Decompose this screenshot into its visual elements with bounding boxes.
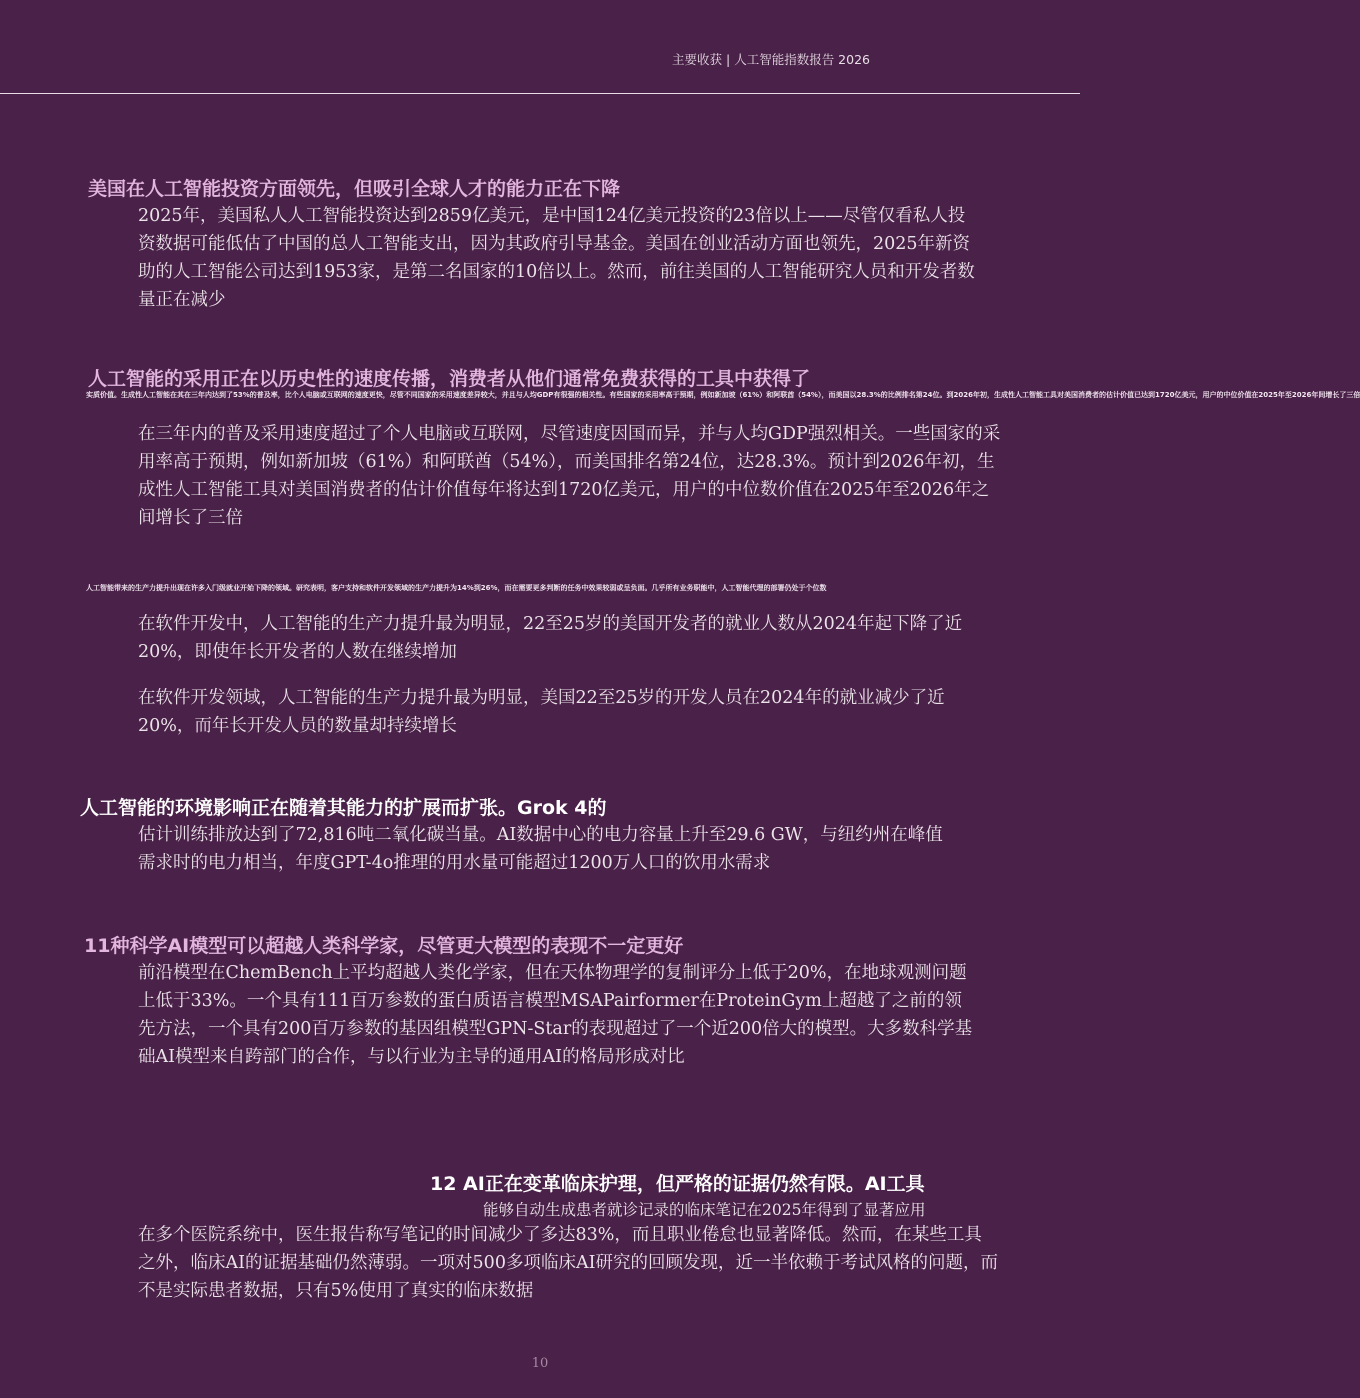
section-heading-adoption: 人工智能的采用正在以历史性的速度传播，消费者从他们通常免费获得的工具中获得了: [88, 368, 811, 390]
fine-print-adoption: 实质价值。生成性人工智能在其在三年内达到了53%的普及率，比个人电脑或互联网的速度更快，尽管不同国家的采用速度差异较大，并且与人均GDP有很强的相关性。有些国家的采用率高于预期，例如新加坡（61%）和阿联酋（54%），而美国以28.3%的比例排名第24位。到2026年初，生成性人工智能工具对美国消费者的估计价值已达到1720亿美元，用户的中位价值在2025年至2026年间增长了三倍: [86, 391, 1360, 399]
section-heading-science: 11种科学AI模型可以超越人类科学家，尽管更大模型的表现不一定更好: [84, 935, 684, 957]
section-body-clinical: 在多个医院系统中，医生报告称写笔记的时间减少了多达83%，而且职业倦怠也显著降低。然而，在某些工具之外，临床AI的证据基础仍然薄弱。一项对500多项临床AI研究的回顾发现，近一半依赖于考试风格的问题，而不是实际患者数据，只有5%使用了真实的临床数据: [138, 1225, 999, 1301]
section-body-science: 前沿模型在ChemBench上平均超越人类化学家，但在天体物理学的复制评分上低于20%，在地球观测问题上低于33%。一个具有111百万参数的蛋白质语言模型MSAPairformer在ProteinGym上超越了之前的领先方法，一个具有200百万参数的基因组模型GPN-Star的表现超过了一个近200倍大的模型。大多数科学基础AI模型来自跨部门的合作，与以行业为主导的通用AI的格局形成对比: [138, 963, 973, 1067]
section-body-productivity-alt: 在软件开发领域，人工智能的生产力提升最为明显，美国22至25岁的开发人员在2024年的就业减少了近20%，而年长开发人员的数量却持续增长: [138, 688, 945, 736]
section-heading-clinical: 12 AI正在变革临床护理，但严格的证据仍然有限。AI工具: [430, 1173, 925, 1195]
section-subline-clinical: 能够自动生成患者就诊记录的临床笔记在2025年得到了显著应用: [483, 1201, 926, 1219]
page-number: 10: [531, 1356, 549, 1371]
header-rule: [0, 93, 1080, 94]
section-heading-investment: 美国在人工智能投资方面领先，但吸引全球人才的能力正在下降: [88, 178, 621, 200]
section-body-environment: 估计训练排放达到了72,816吨二氧化碳当量。AI数据中心的电力容量上升至29.6 GW，与纽约州在峰值需求时的电力相当，年度GPT-4o推理的用水量可能超过1200万人口的饮用水需求: [138, 825, 943, 873]
section-heading-environment: 人工智能的环境影响正在随着其能力的扩展而扩张。Grok 4的: [80, 797, 607, 819]
running-header: 主要收获 | 人工智能指数报告 2026: [672, 52, 870, 67]
fine-print-productivity: 人工智能带来的生产力提升出现在许多入门级就业开始下降的领域。研究表明，客户支持和软件开发领域的生产力提升为14%到26%，而在需要更多判断的任务中效果较弱或呈负面。几乎所有业务职能中，人工智能代理的部署仍处于个位数: [86, 584, 827, 592]
section-body-productivity: 在软件开发中，人工智能的生产力提升最为明显，22至25岁的美国开发者的就业人数从2024年起下降了近20%，即使年长开发者的人数在继续增加: [138, 614, 963, 662]
section-body-adoption: 在三年内的普及采用速度超过了个人电脑或互联网，尽管速度因国而异，并与人均GDP强烈相关。一些国家的采用率高于预期，例如新加坡（61%）和阿联酋（54%），而美国排名第24位，达28.3%。预计到2026年初，生成性人工智能工具对美国消费者的估计价值每年将达到1720亿美元，用户的中位数价值在2025年至2026年之间增长了三倍: [138, 424, 1001, 528]
section-body-investment: 2025年，美国私人人工智能投资达到2859亿美元，是中国124亿美元投资的23倍以上——尽管仅看私人投资数据可能低估了中国的总人工智能支出，因为其政府引导基金。美国在创业活动方面也领先，2025年新资助的人工智能公司达到1953家，是第二名国家的10倍以上。然而，前往美国的人工智能研究人员和开发者数量正在减少: [138, 206, 975, 310]
